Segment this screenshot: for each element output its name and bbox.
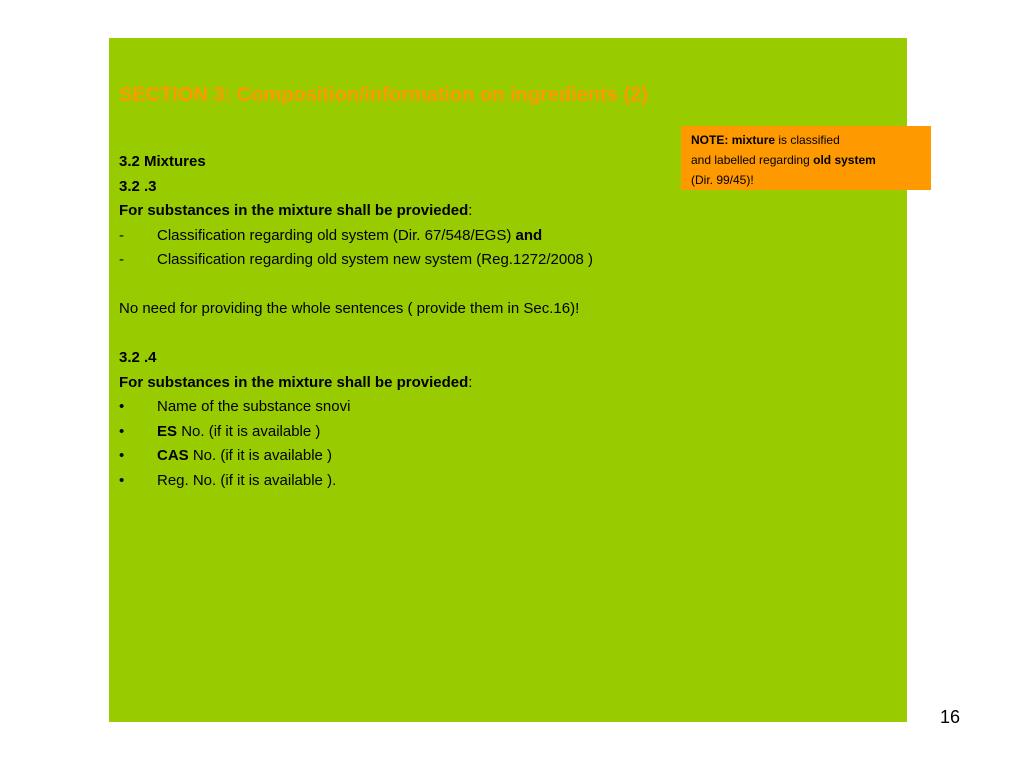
note-prefix: NOTE: xyxy=(691,133,729,147)
note-callout xyxy=(681,126,931,190)
bullet-list-item xyxy=(119,420,679,445)
dash-marker: - xyxy=(119,251,124,268)
page-number: 16 xyxy=(940,707,961,727)
substances-lead-text: For substances in the mixture shall be provieded xyxy=(119,373,469,391)
dash-item-text: Classification regarding old system (Dir. 67/548/EGS) xyxy=(157,226,512,244)
lead-colon: : xyxy=(468,202,473,219)
bullet-marker: • xyxy=(119,471,125,489)
bullet-marker: • xyxy=(119,447,125,464)
note-line2-text: and labelled regarding xyxy=(691,153,810,167)
bullet-item-text: Reg. No. (if it is available ). xyxy=(157,471,337,489)
bullet-list-item xyxy=(119,395,679,420)
note-line1-rest: is classified xyxy=(778,133,840,147)
dash-list-item xyxy=(119,248,679,273)
subsection-3-2-4: 3.2 .4 xyxy=(119,349,157,366)
note-line-3: (Dir. 99/45)! xyxy=(691,173,754,187)
bullet-list-item xyxy=(119,469,679,494)
dash-item-bold-tail: and xyxy=(515,226,543,244)
dash-list-item xyxy=(119,224,679,249)
note-line2-bold: old system xyxy=(813,153,876,167)
lead-colon: : xyxy=(468,373,473,391)
mixtures-heading: 3.2 Mixtures xyxy=(119,153,206,170)
note-sentence: No need for providing the whole sentences ( provide them in Sec.16)! xyxy=(119,300,580,317)
bullet-marker: • xyxy=(119,422,125,440)
dash-item-text: Classification regarding old system new system (Reg.1272/2008 ) xyxy=(157,251,594,268)
slide-body xyxy=(119,150,679,493)
substances-lead-1 xyxy=(119,199,679,224)
spacer xyxy=(119,273,679,298)
substances-lead-text: For substances in the mixture shall be provieded xyxy=(119,202,469,219)
bullet-item-text: No. (if it is available ) xyxy=(181,422,321,440)
substances-lead-2 xyxy=(119,371,679,396)
bullet-marker: • xyxy=(119,398,125,415)
bullet-item-bold: CAS xyxy=(157,447,189,464)
dash-marker: - xyxy=(119,226,124,244)
note-subject: mixture xyxy=(731,133,776,147)
bullet-item-text: No. (if it is available ) xyxy=(192,447,333,464)
slide-title: SECTION 3: Composition/information on ingredients (2) xyxy=(119,84,648,106)
note-line-1 xyxy=(691,130,931,150)
subsection-3-2-3: 3.2 .3 xyxy=(119,177,157,195)
bullet-item-text: Name of the substance snovi xyxy=(157,398,351,415)
bullet-list-item xyxy=(119,444,679,469)
spacer xyxy=(119,322,679,347)
note-line-2 xyxy=(691,150,931,170)
bullet-item-bold: ES xyxy=(157,422,178,440)
